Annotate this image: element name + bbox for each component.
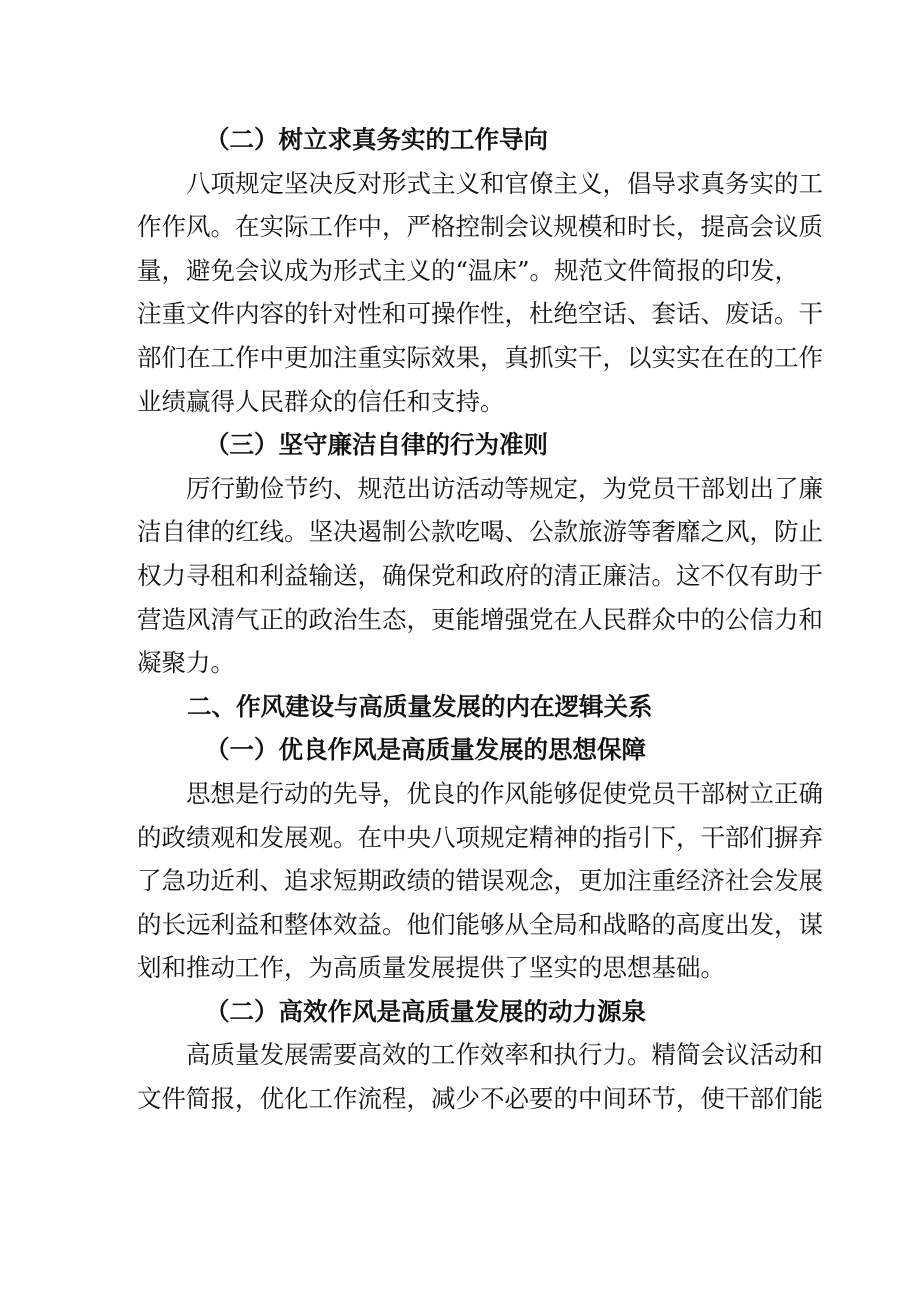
paragraph-line: 权力寻租和利益输送，确保党和政府的清正廉洁。这不仅有助于 [137, 560, 823, 590]
section-subheading: （二）高效作风是高质量发展的动力源泉 [205, 996, 646, 1026]
section-subheading: （一）优良作风是高质量发展的思想保障 [205, 735, 646, 765]
paragraph-line: 部们在工作中更加注重实际效果，真抓实干，以实实在在的工作 [137, 342, 823, 372]
section-heading: 二、作风建设与高质量发展的内在逻辑关系 [187, 691, 653, 721]
paragraph-line: 的长远利益和整体效益。他们能够从全局和战略的高度出发，谋 [137, 909, 823, 939]
document-body [137, 118, 823, 1121]
paragraph-line: 的政绩观和发展观。在中央八项规定精神的指引下，干部们摒弃 [137, 822, 823, 852]
paragraph-line: 洁自律的红线。坚决遏制公款吃喝、公款旅游等奢靡之风，防止 [137, 517, 823, 547]
paragraph-line: 厉行勤俭节约、规范出访活动等规定，为党员干部划出了廉 [186, 473, 823, 503]
paragraph-line: 凝聚力。 [137, 648, 235, 678]
paragraph-line: 作作风。在实际工作中，严格控制会议规模和时长，提高会议质 [137, 212, 823, 242]
paragraph-line: 了急功近利、追求短期政绩的错误观念，更加注重经济社会发展 [137, 866, 823, 896]
paragraph-line: 注重文件内容的针对性和可操作性，杜绝空话、套话、废话。干 [137, 299, 823, 329]
paragraph-line: 量，避免会议成为形式主义的“温床”。规范文件简报的印发， [137, 255, 800, 285]
paragraph-line: 营造风清气正的政治生态，更能增强党在人民群众中的公信力和 [137, 604, 823, 634]
paragraph-line: 八项规定坚决反对形式主义和官僚主义，倡导求真务实的工 [186, 168, 823, 198]
paragraph-line: 高质量发展需要高效的工作效率和执行力。精简会议活动和 [186, 1040, 823, 1070]
paragraph-line: 文件简报，优化工作流程，减少不必要的中间环节，使干部们能 [137, 1084, 823, 1114]
section-subheading: （三）坚守廉洁自律的行为准则 [205, 430, 548, 460]
section-subheading: （二）树立求真务实的工作导向 [205, 125, 548, 154]
paragraph-line: 业绩赢得人民群众的信任和支持。 [137, 386, 505, 416]
paragraph-line: 思想是行动的先导，优良的作风能够促使党员干部树立正确 [186, 778, 823, 808]
paragraph-line: 划和推动工作，为高质量发展提供了坚实的思想基础。 [137, 953, 725, 983]
